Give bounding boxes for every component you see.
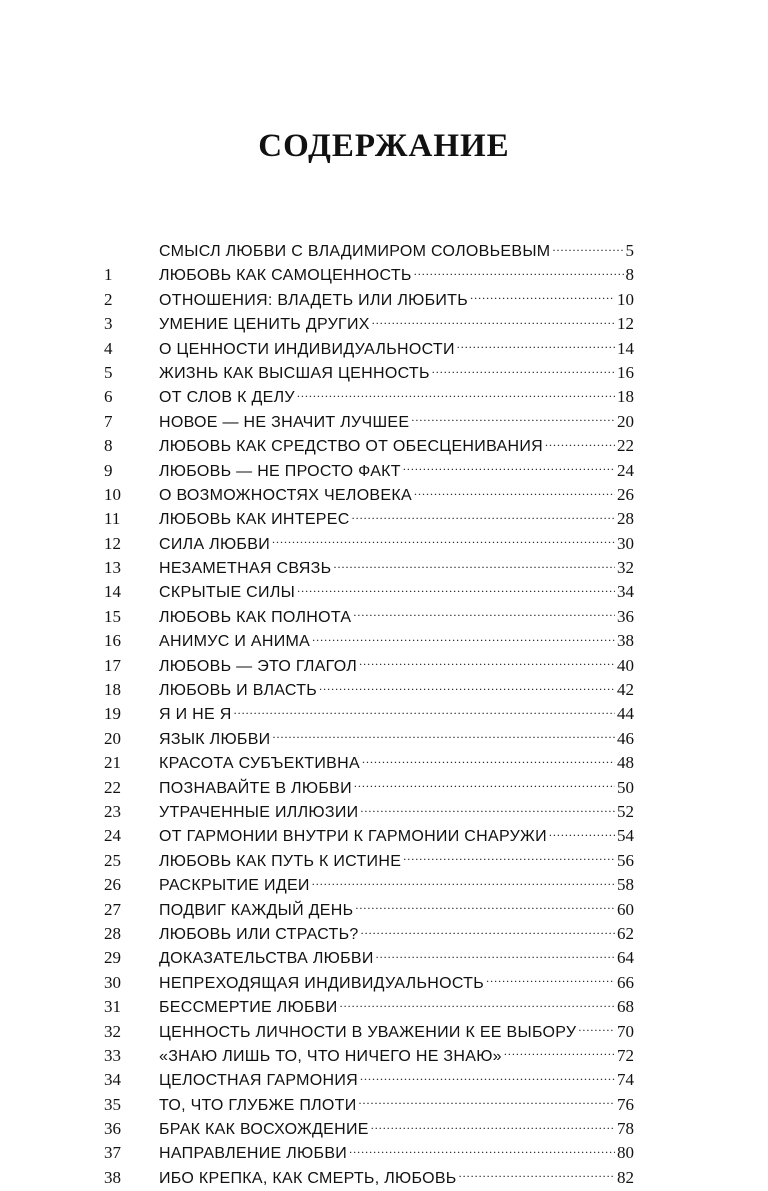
- toc-dot-leader: [297, 388, 615, 402]
- toc-entry-title: ИБО КРЕПКА, КАК СМЕРТЬ, ЛЮБОВЬ: [159, 1169, 457, 1187]
- toc-entry-page-number: 48: [617, 753, 634, 773]
- toc-entry-page-number: 50: [617, 777, 634, 797]
- toc-entry-page-number: 82: [617, 1167, 634, 1187]
- toc-dot-leader: [362, 754, 615, 768]
- toc-entry[interactable]: [104, 459, 634, 483]
- toc-dot-leader: [552, 242, 623, 256]
- toc-entry-number: 4: [104, 338, 113, 358]
- toc-dot-leader: [234, 705, 615, 719]
- toc-entry-title: «ЗНАЮ ЛИШЬ ТО, ЧТО НИЧЕГО НЕ ЗНАЮ»: [159, 1047, 502, 1065]
- toc-dot-leader: [319, 681, 615, 695]
- toc-entry-title: ЛЮБОВЬ КАК ИНТЕРЕС: [159, 511, 350, 529]
- toc-entry-title: ЛЮБОВЬ КАК ПОЛНОТА: [159, 608, 352, 626]
- toc-dot-leader: [360, 1071, 615, 1085]
- toc-entry[interactable]: [104, 483, 634, 507]
- toc-entry[interactable]: [104, 1141, 634, 1165]
- toc-entry-page-number: 58: [617, 875, 634, 895]
- toc-entry-number: 23: [104, 801, 121, 821]
- toc-dot-leader: [359, 1096, 615, 1110]
- toc-entry[interactable]: [104, 971, 634, 995]
- toc-entry-page-number: 32: [617, 558, 634, 578]
- toc-dot-leader: [403, 852, 615, 866]
- toc-entry-title: НЕПРЕХОДЯЩАЯ ИНДИВИДУАЛЬНОСТЬ: [159, 974, 485, 992]
- toc-entry-title: УМЕНИЕ ЦЕНИТЬ ДРУГИХ: [159, 316, 370, 334]
- toc-entry-number: 7: [104, 411, 113, 431]
- page-title: СОДЕРЖАНИЕ: [258, 128, 510, 164]
- toc-entry[interactable]: [104, 605, 634, 629]
- toc-entry-page-number: 56: [617, 850, 634, 870]
- toc-entry[interactable]: [104, 507, 634, 531]
- toc-entry-number: 24: [104, 826, 121, 846]
- toc-entry[interactable]: [104, 849, 634, 873]
- toc-entry[interactable]: [104, 678, 634, 702]
- toc-entry-page-number: 22: [617, 436, 634, 456]
- toc-dot-leader: [360, 803, 615, 817]
- toc-entry-title: ОТНОШЕНИЯ: ВЛАДЕТЬ ИЛИ ЛЮБИТЬ: [159, 291, 469, 309]
- toc-entry[interactable]: [104, 312, 634, 336]
- toc-entry-number: 9: [104, 460, 113, 480]
- toc-entry-page-number: 26: [617, 484, 634, 504]
- toc-dot-leader: [355, 901, 615, 915]
- toc-entry[interactable]: [104, 776, 634, 800]
- toc-entry[interactable]: [104, 385, 634, 409]
- toc-entry-number: 16: [104, 631, 121, 651]
- toc-dot-leader: [353, 608, 615, 622]
- toc-entry[interactable]: [104, 532, 634, 556]
- toc-entry-number: 37: [104, 1143, 121, 1163]
- toc-entry[interactable]: [104, 751, 634, 775]
- table-of-contents: [104, 239, 634, 1190]
- toc-entry-title: ОТ СЛОВ К ДЕЛУ: [159, 389, 295, 407]
- toc-entry-page-number: 68: [617, 997, 634, 1017]
- toc-entry-page-number: 70: [617, 1021, 634, 1041]
- toc-dot-leader: [361, 925, 615, 939]
- toc-entry-page-number: 16: [617, 362, 634, 382]
- toc-dot-leader: [411, 413, 615, 427]
- toc-entry-page-number: 42: [617, 680, 634, 700]
- toc-dot-leader: [486, 974, 615, 988]
- toc-dot-leader: [414, 486, 615, 500]
- toc-entry-title: СКРЫТЫЕ СИЛЫ: [159, 584, 296, 602]
- toc-dot-leader: [578, 1023, 615, 1037]
- toc-entry-page-number: 64: [617, 948, 634, 968]
- toc-entry[interactable]: [104, 727, 634, 751]
- toc-entry-page-number: 18: [617, 387, 634, 407]
- toc-entry-title: ЯЗЫК ЛЮБВИ: [159, 730, 271, 748]
- toc-dot-leader: [545, 437, 615, 451]
- toc-entry[interactable]: [104, 800, 634, 824]
- toc-entry-number: 10: [104, 484, 121, 504]
- toc-entry[interactable]: [104, 239, 634, 263]
- toc-entry[interactable]: [104, 946, 634, 970]
- toc-entry[interactable]: [104, 580, 634, 604]
- toc-entry[interactable]: [104, 995, 634, 1019]
- toc-entry-page-number: 10: [617, 289, 634, 309]
- toc-entry-title: ЛЮБОВЬ ИЛИ СТРАСТЬ?: [159, 925, 359, 943]
- toc-dot-leader: [432, 364, 615, 378]
- toc-entry[interactable]: [104, 702, 634, 726]
- toc-entry-title: НОВОЕ — НЕ ЗНАЧИТ ЛУЧШЕЕ: [159, 413, 410, 431]
- toc-entry[interactable]: [104, 654, 634, 678]
- toc-entry-title: ПОЗНАВАЙТЕ В ЛЮБВИ: [159, 779, 352, 797]
- toc-entry-page-number: 12: [617, 314, 634, 334]
- toc-dot-leader: [272, 535, 615, 549]
- toc-entry-number: 33: [104, 1045, 121, 1065]
- toc-dot-leader: [414, 266, 624, 280]
- toc-entry-title: Я И НЕ Я: [159, 706, 232, 724]
- toc-entry-page-number: 24: [617, 460, 634, 480]
- toc-entry-number: 26: [104, 875, 121, 895]
- toc-entry-number: 13: [104, 558, 121, 578]
- toc-dot-leader: [504, 1047, 615, 1061]
- toc-dot-leader: [312, 876, 615, 890]
- toc-entry-page-number: 20: [617, 411, 634, 431]
- toc-entry[interactable]: [104, 337, 634, 361]
- toc-entry-title: БЕССМЕРТИЕ ЛЮБВИ: [159, 999, 338, 1017]
- toc-entry[interactable]: [104, 1166, 634, 1190]
- toc-entry-page-number: 34: [617, 582, 634, 602]
- toc-entry-title: ЛЮБОВЬ КАК САМОЦЕННОСТЬ: [159, 267, 412, 285]
- toc-entry-title: НЕЗАМЕТНАЯ СВЯЗЬ: [159, 560, 332, 578]
- toc-entry-page-number: 80: [617, 1143, 634, 1163]
- toc-entry-page-number: 40: [617, 655, 634, 675]
- toc-dot-leader: [340, 998, 615, 1012]
- toc-dot-leader: [371, 1120, 615, 1134]
- toc-dot-leader: [297, 583, 615, 597]
- toc-entry-number: 2: [104, 289, 113, 309]
- toc-entry-number: 38: [104, 1167, 121, 1187]
- toc-dot-leader: [333, 559, 615, 573]
- toc-entry-title: СИЛА ЛЮБВИ: [159, 535, 271, 553]
- toc-entry[interactable]: [104, 629, 634, 653]
- toc-entry-number: 18: [104, 680, 121, 700]
- toc-entry-title: ЦЕННОСТЬ ЛИЧНОСТИ В УВАЖЕНИИ К ЕЕ ВЫБОРУ: [159, 1023, 577, 1041]
- toc-entry-page-number: 60: [617, 899, 634, 919]
- toc-entry-number: 20: [104, 728, 121, 748]
- toc-entry-title: ЛЮБОВЬ — ЭТО ГЛАГОЛ: [159, 657, 358, 675]
- toc-entry-title: ЖИЗНЬ КАК ВЫСШАЯ ЦЕННОСТЬ: [159, 364, 430, 382]
- toc-entry-title: ЛЮБОВЬ КАК ПУТЬ К ИСТИНЕ: [159, 852, 402, 870]
- toc-entry-number: 21: [104, 753, 121, 773]
- toc-dot-leader: [312, 632, 615, 646]
- toc-entry-number: 36: [104, 1119, 121, 1139]
- toc-entry-title: УТРАЧЕННЫЕ ИЛЛЮЗИИ: [159, 803, 359, 821]
- toc-entry-title: ПОДВИГ КАЖДЫЙ ДЕНЬ: [159, 901, 354, 919]
- toc-entry-page-number: 14: [617, 338, 634, 358]
- toc-entry-number: 27: [104, 899, 121, 919]
- toc-dot-leader: [457, 340, 615, 354]
- toc-entry-title: КРАСОТА СУБЪЕКТИВНА: [159, 755, 360, 773]
- toc-entry-title: НАПРАВЛЕНИЕ ЛЮБВИ: [159, 1145, 348, 1163]
- toc-entry-title: ЛЮБОВЬ КАК СРЕДСТВО ОТ ОБЕСЦЕНИВАНИЯ: [159, 438, 543, 456]
- toc-entry-title: О ЦЕННОСТИ ИНДИВИДУАЛЬНОСТИ: [159, 340, 455, 358]
- toc-dot-leader: [372, 315, 615, 329]
- toc-entry[interactable]: [104, 898, 634, 922]
- toc-entry-number: 30: [104, 972, 121, 992]
- toc-entry-title: ЛЮБОВЬ И ВЛАСТЬ: [159, 682, 318, 700]
- toc-entry-page-number: 5: [625, 241, 634, 260]
- toc-entry[interactable]: [104, 1044, 634, 1068]
- toc-entry-page-number: 30: [617, 533, 634, 553]
- toc-entry-number: 19: [104, 704, 121, 724]
- toc-entry-number: 11: [104, 509, 121, 529]
- toc-dot-leader: [354, 779, 615, 793]
- toc-entry-number: 3: [104, 314, 113, 334]
- toc-entry-page-number: 74: [617, 1070, 634, 1090]
- toc-dot-leader: [272, 730, 615, 744]
- toc-entry-number: 35: [104, 1094, 121, 1114]
- toc-dot-leader: [403, 462, 615, 476]
- toc-entry-page-number: 38: [617, 631, 634, 651]
- toc-entry[interactable]: [104, 1093, 634, 1117]
- toc-entry[interactable]: [104, 263, 634, 287]
- toc-entry[interactable]: [104, 1068, 634, 1092]
- toc-dot-leader: [549, 827, 615, 841]
- toc-entry-page-number: 52: [617, 801, 634, 821]
- toc-dot-leader: [359, 657, 615, 671]
- toc-entry[interactable]: [104, 1117, 634, 1141]
- toc-entry-number: 25: [104, 850, 121, 870]
- toc-entry-title: ТО, ЧТО ГЛУБЖЕ ПЛОТИ: [159, 1096, 357, 1114]
- toc-entry-number: 31: [104, 997, 121, 1017]
- toc-entry-title: ОТ ГАРМОНИИ ВНУТРИ К ГАРМОНИИ СНАРУЖИ: [159, 828, 547, 846]
- toc-entry-page-number: 44: [617, 704, 634, 724]
- toc-dot-leader: [352, 510, 615, 524]
- toc-entry-number: 15: [104, 606, 121, 626]
- toc-entry[interactable]: [104, 288, 634, 312]
- toc-entry[interactable]: [104, 434, 634, 458]
- toc-entry-number: 28: [104, 923, 121, 943]
- toc-entry-number: 6: [104, 387, 113, 407]
- toc-entry-page-number: 66: [617, 972, 634, 992]
- toc-entry[interactable]: [104, 824, 634, 848]
- toc-entry-title: ЦЕЛОСТНАЯ ГАРМОНИЯ: [159, 1072, 359, 1090]
- toc-entry[interactable]: [104, 1020, 634, 1044]
- toc-entry-page-number: 72: [617, 1045, 634, 1065]
- toc-entry-title: БРАК КАК ВОСХОЖДЕНИЕ: [159, 1121, 369, 1139]
- toc-entry-number: 14: [104, 582, 121, 602]
- toc-entry[interactable]: [104, 922, 634, 946]
- toc-entry-title: О ВОЗМОЖНОСТЯХ ЧЕЛОВЕКА: [159, 486, 412, 504]
- toc-entry-title: ДОКАЗАТЕЛЬСТВА ЛЮБВИ: [159, 950, 374, 968]
- toc-entry[interactable]: [104, 556, 634, 580]
- toc-entry-number: 1: [104, 265, 113, 285]
- toc-entry-page-number: 62: [617, 923, 634, 943]
- toc-entry-title: АНИМУС И АНИМА: [159, 633, 311, 651]
- toc-entry[interactable]: [104, 361, 634, 385]
- toc-entry[interactable]: [104, 873, 634, 897]
- toc-entry-number: 32: [104, 1021, 121, 1041]
- toc-entry-page-number: 8: [625, 265, 634, 285]
- toc-dot-leader: [349, 1144, 615, 1158]
- toc-entry-title: РАСКРЫТИЕ ИДЕИ: [159, 877, 310, 895]
- toc-entry-number: 29: [104, 948, 121, 968]
- toc-dot-leader: [376, 949, 615, 963]
- toc-entry-page-number: 36: [617, 606, 634, 626]
- toc-entry-page-number: 46: [617, 728, 634, 748]
- toc-entry-number: 5: [104, 362, 113, 382]
- toc-entry-number: 17: [104, 655, 121, 675]
- toc-entry-number: 8: [104, 436, 113, 456]
- toc-entry-page-number: 76: [617, 1094, 634, 1114]
- toc-entry[interactable]: [104, 410, 634, 434]
- toc-entry-title: ЛЮБОВЬ — НЕ ПРОСТО ФАКТ: [159, 462, 401, 480]
- toc-entry-number: 12: [104, 533, 121, 553]
- toc-entry-title: СМЫСЛ ЛЮБВИ С ВЛАДИМИРОМ СОЛОВЬЕВЫМ: [159, 243, 551, 260]
- toc-dot-leader: [470, 291, 615, 305]
- toc-entry-page-number: 78: [617, 1119, 634, 1139]
- toc-entry-number: 34: [104, 1070, 121, 1090]
- toc-entry-page-number: 28: [617, 509, 634, 529]
- toc-entry-number: 22: [104, 777, 121, 797]
- toc-entry-page-number: 54: [617, 826, 634, 846]
